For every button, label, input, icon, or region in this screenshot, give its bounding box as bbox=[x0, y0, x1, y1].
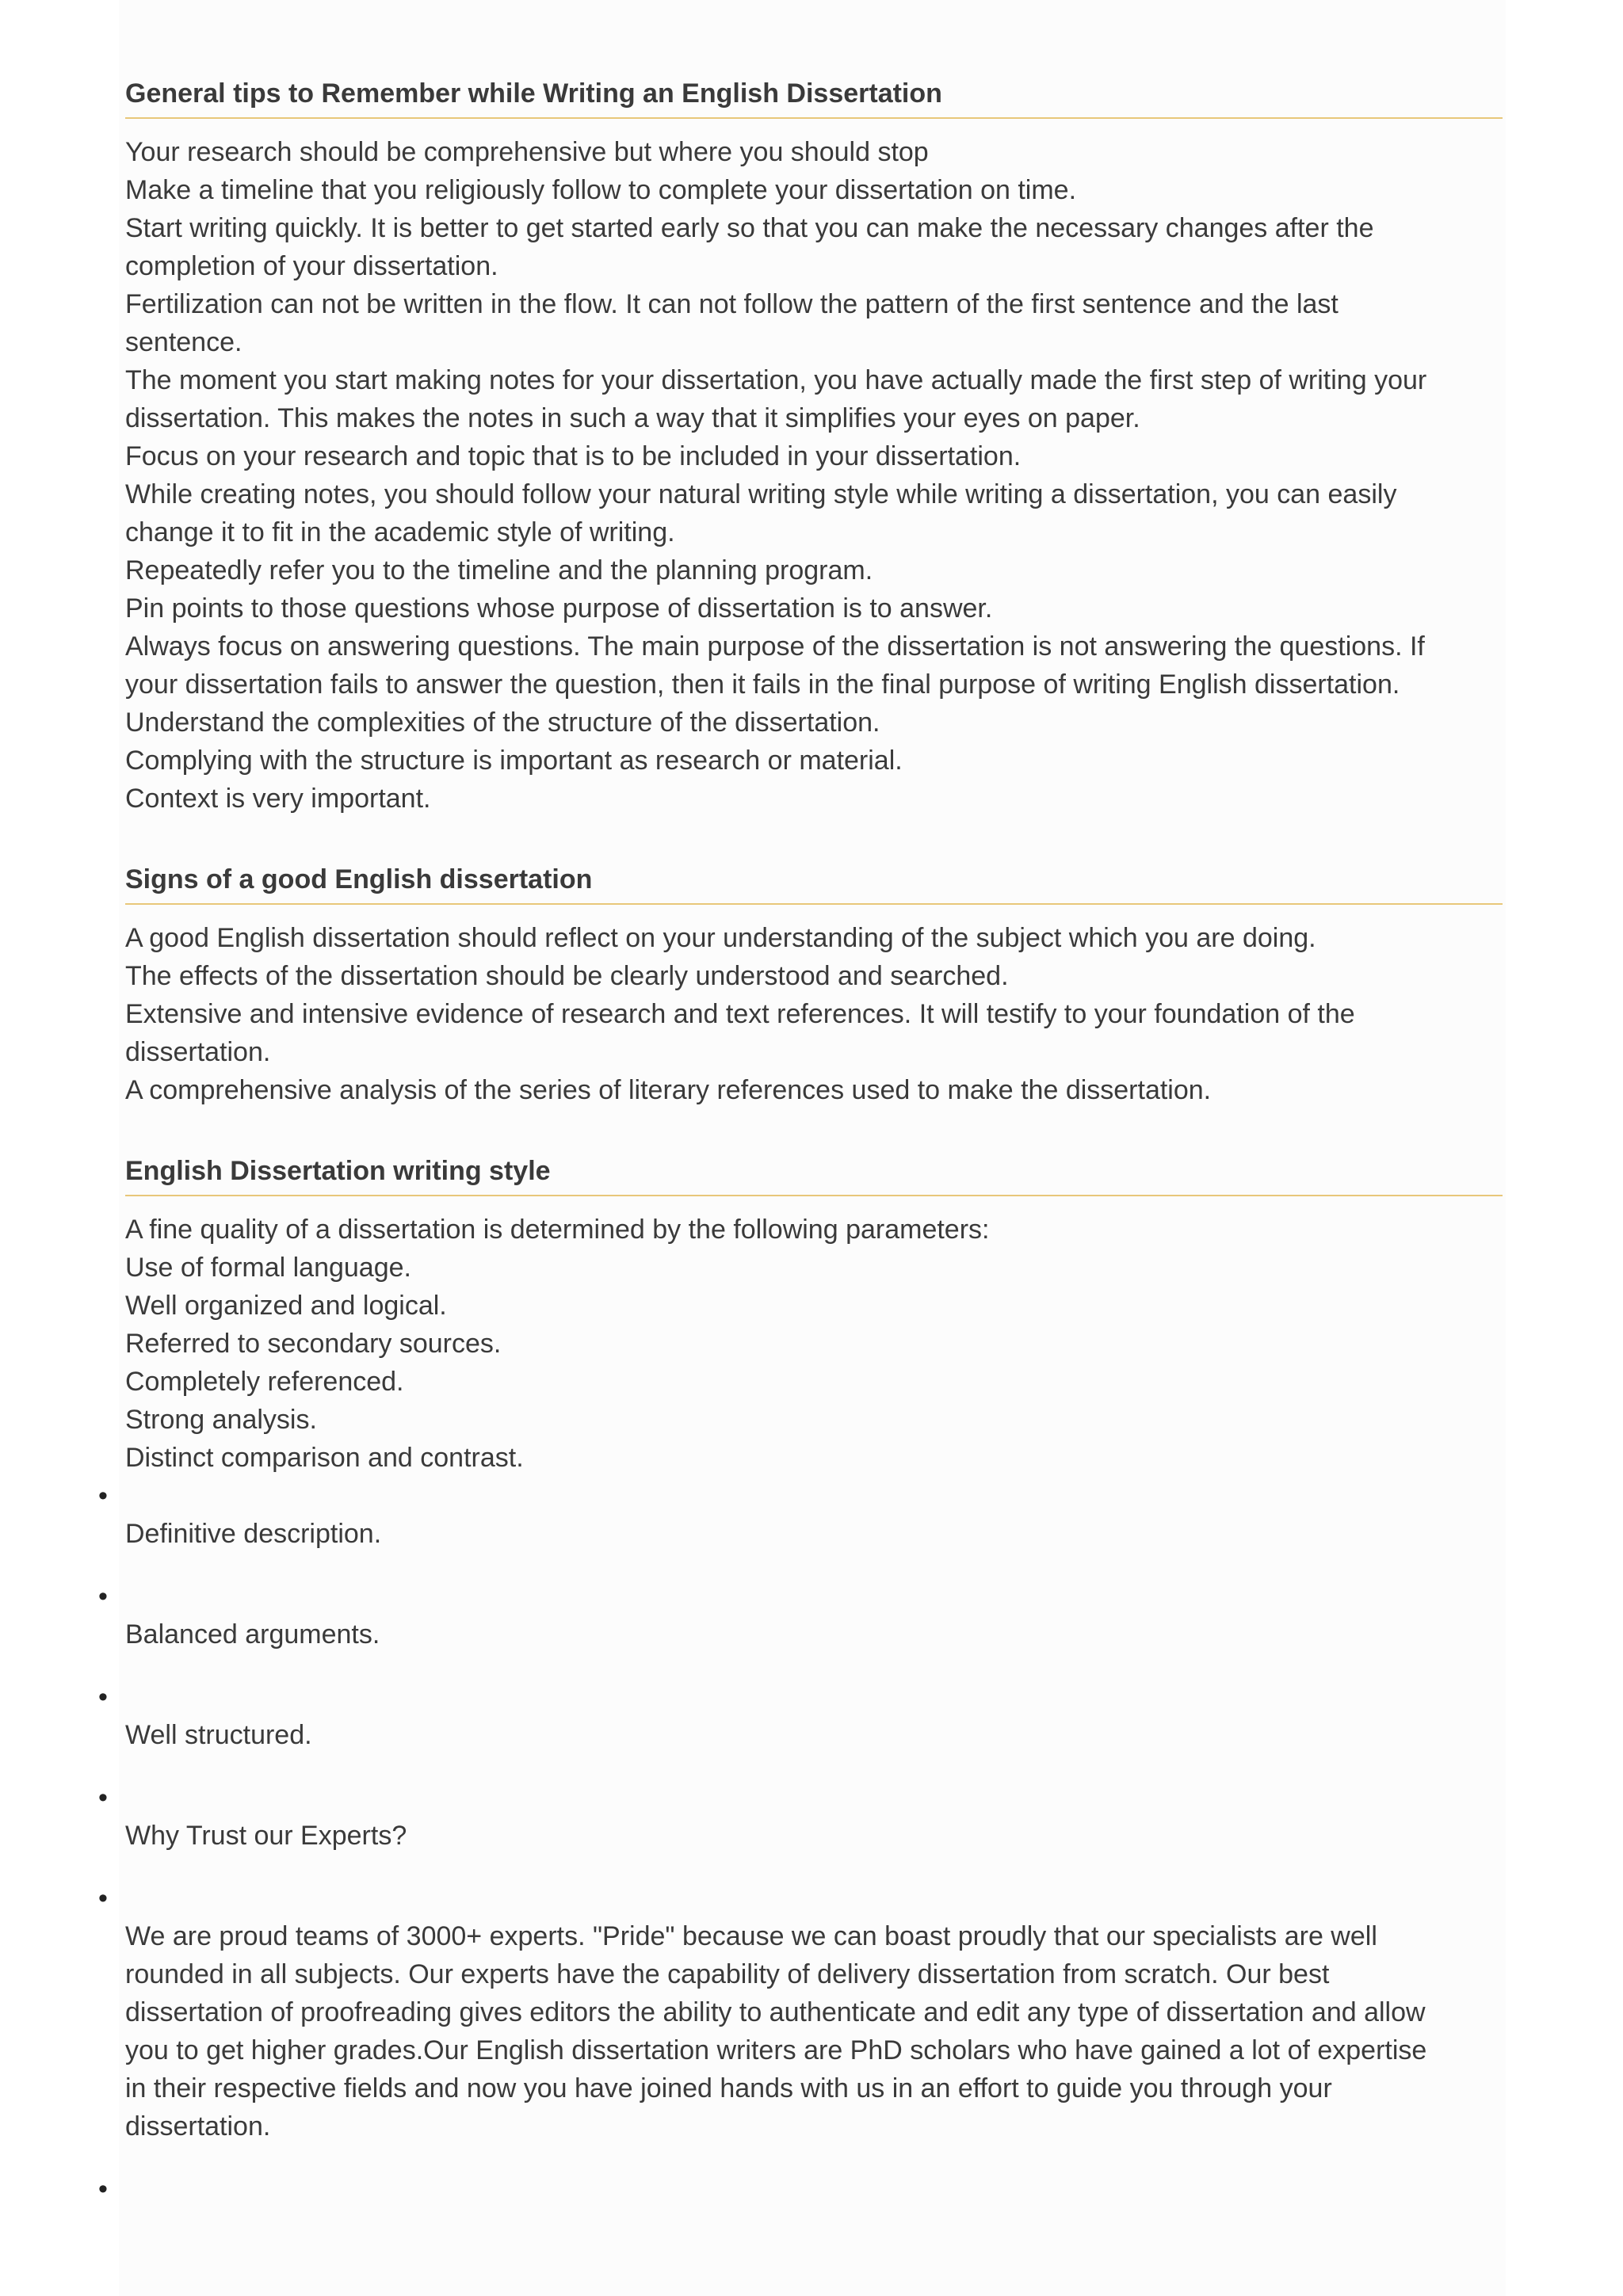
section-tips bbox=[125, 68, 1503, 818]
bullet-item bbox=[98, 1779, 1503, 1879]
style-line: Well organized and logical. bbox=[125, 1291, 447, 1321]
style-line: Distinct comparison and contrast. bbox=[125, 1443, 524, 1473]
tips-line: Make a timeline that you religiously follow to complete your dissertation on time. bbox=[125, 175, 1077, 205]
style-line: Use of formal language. bbox=[125, 1253, 411, 1283]
tips-line: Always focus on answering questions. The main purpose of the dissertation is not answering the questions. If bbox=[125, 631, 1425, 662]
trust-line: We are proud teams of 3000+ experts. "Pride" because we can boast proudly that our specialists are well bbox=[125, 1921, 1377, 1951]
section-style bbox=[98, 1146, 1503, 2208]
signs-line: Extensive and intensive evidence of research and text references. It will testify to your foundation of the bbox=[125, 999, 1355, 1029]
tips-line: Fertilization can not be written in the flow. It can not follow the pattern of the first sentence and the last bbox=[125, 289, 1338, 319]
tips-line: dissertation. This makes the notes in such a way that it simplifies your eyes on paper. bbox=[125, 403, 1140, 433]
section-title-signs: Signs of a good English dissertation bbox=[125, 854, 1503, 905]
bullet-marker: • bbox=[98, 1783, 108, 1813]
tips-line: Understand the complexities of the structure of the dissertation. bbox=[125, 707, 880, 738]
trust-paragraph bbox=[125, 1917, 1503, 2145]
tips-line: change it to fit in the academic style of writing. bbox=[125, 517, 675, 547]
bullet-item bbox=[98, 1678, 1503, 1779]
tips-line: completion of your dissertation. bbox=[125, 251, 498, 281]
section-title-tips: General tips to Remember while Writing an English Dissertation bbox=[125, 68, 1503, 119]
style-line: Strong analysis. bbox=[125, 1405, 317, 1435]
trust-line: dissertation of proofreading gives editors the ability to authenticate and edit any type of dissertation and allow bbox=[125, 1997, 1426, 2027]
bullet-text: Why Trust our Experts? bbox=[125, 1821, 407, 1851]
tips-line: your dissertation fails to answer the question, then it fails in the final purpose of writing English dissertation. bbox=[125, 669, 1400, 700]
tips-line: Pin points to those questions whose purpose of dissertation is to answer. bbox=[125, 593, 993, 624]
bullet-item-trust bbox=[98, 1879, 1503, 2170]
trust-line: dissertation. bbox=[125, 2111, 271, 2142]
document-body bbox=[98, 76, 1503, 2216]
signs-line: The effects of the dissertation should be clearly understood and searched. bbox=[125, 961, 1009, 991]
section-title-style: English Dissertation writing style bbox=[125, 1146, 1503, 1196]
bullet-item-empty bbox=[98, 2170, 1503, 2208]
bullet-marker: • bbox=[98, 1581, 108, 1611]
signs-line: A good English dissertation should reflect on your understanding of the subject which you are doing. bbox=[125, 923, 1316, 953]
bullet-marker: • bbox=[98, 1481, 108, 1511]
tips-line: While creating notes, you should follow your natural writing style while writing a dissertation, you can easily bbox=[125, 479, 1397, 509]
tips-line: sentence. bbox=[125, 327, 242, 357]
tips-line: The moment you start making notes for your dissertation, you have actually made the first step of writing your bbox=[125, 365, 1427, 395]
style-line: A fine quality of a dissertation is determined by the following parameters: bbox=[125, 1215, 990, 1245]
style-line: Referred to secondary sources. bbox=[125, 1329, 502, 1359]
trust-line: rounded in all subjects. Our experts have the capability of delivery dissertation from scratch. Our best bbox=[125, 1959, 1330, 1989]
tips-line: Complying with the structure is important as research or material. bbox=[125, 746, 903, 776]
tips-line: Focus on your research and topic that is to be included in your dissertation. bbox=[125, 441, 1022, 471]
signs-line: A comprehensive analysis of the series of literary references used to make the dissertation. bbox=[125, 1075, 1212, 1105]
bullet-text: Well structured. bbox=[125, 1720, 312, 1750]
bullet-text: Balanced arguments. bbox=[125, 1619, 380, 1650]
bullet-item bbox=[98, 1477, 1503, 1577]
signs-line: dissertation. bbox=[125, 1037, 271, 1067]
style-lines bbox=[125, 1211, 1503, 1477]
tips-line: Repeatedly refer you to the timeline and the planning program. bbox=[125, 555, 873, 585]
signs-lines bbox=[125, 919, 1503, 1109]
section-signs bbox=[125, 854, 1503, 1109]
bullet-marker: • bbox=[98, 1883, 108, 1913]
style-line: Completely referenced. bbox=[125, 1367, 404, 1397]
tips-lines bbox=[125, 133, 1503, 818]
trust-line: in their respective fields and now you have joined hands with us in an effort to guide you through your bbox=[125, 2073, 1332, 2103]
bullet-marker: • bbox=[98, 2174, 108, 2204]
tips-line: Your research should be comprehensive but where you should stop bbox=[125, 137, 929, 167]
bullet-item bbox=[98, 1577, 1503, 1678]
tips-line: Start writing quickly. It is better to get started early so that you can make the necessary changes after the bbox=[125, 213, 1374, 243]
trust-line: you to get higher grades.Our English dissertation writers are PhD scholars who have gained a lot of expertise bbox=[125, 2035, 1427, 2065]
bullet-marker: • bbox=[98, 1682, 108, 1712]
bullet-text: Definitive description. bbox=[125, 1519, 382, 1549]
tips-line: Context is very important. bbox=[125, 784, 431, 814]
